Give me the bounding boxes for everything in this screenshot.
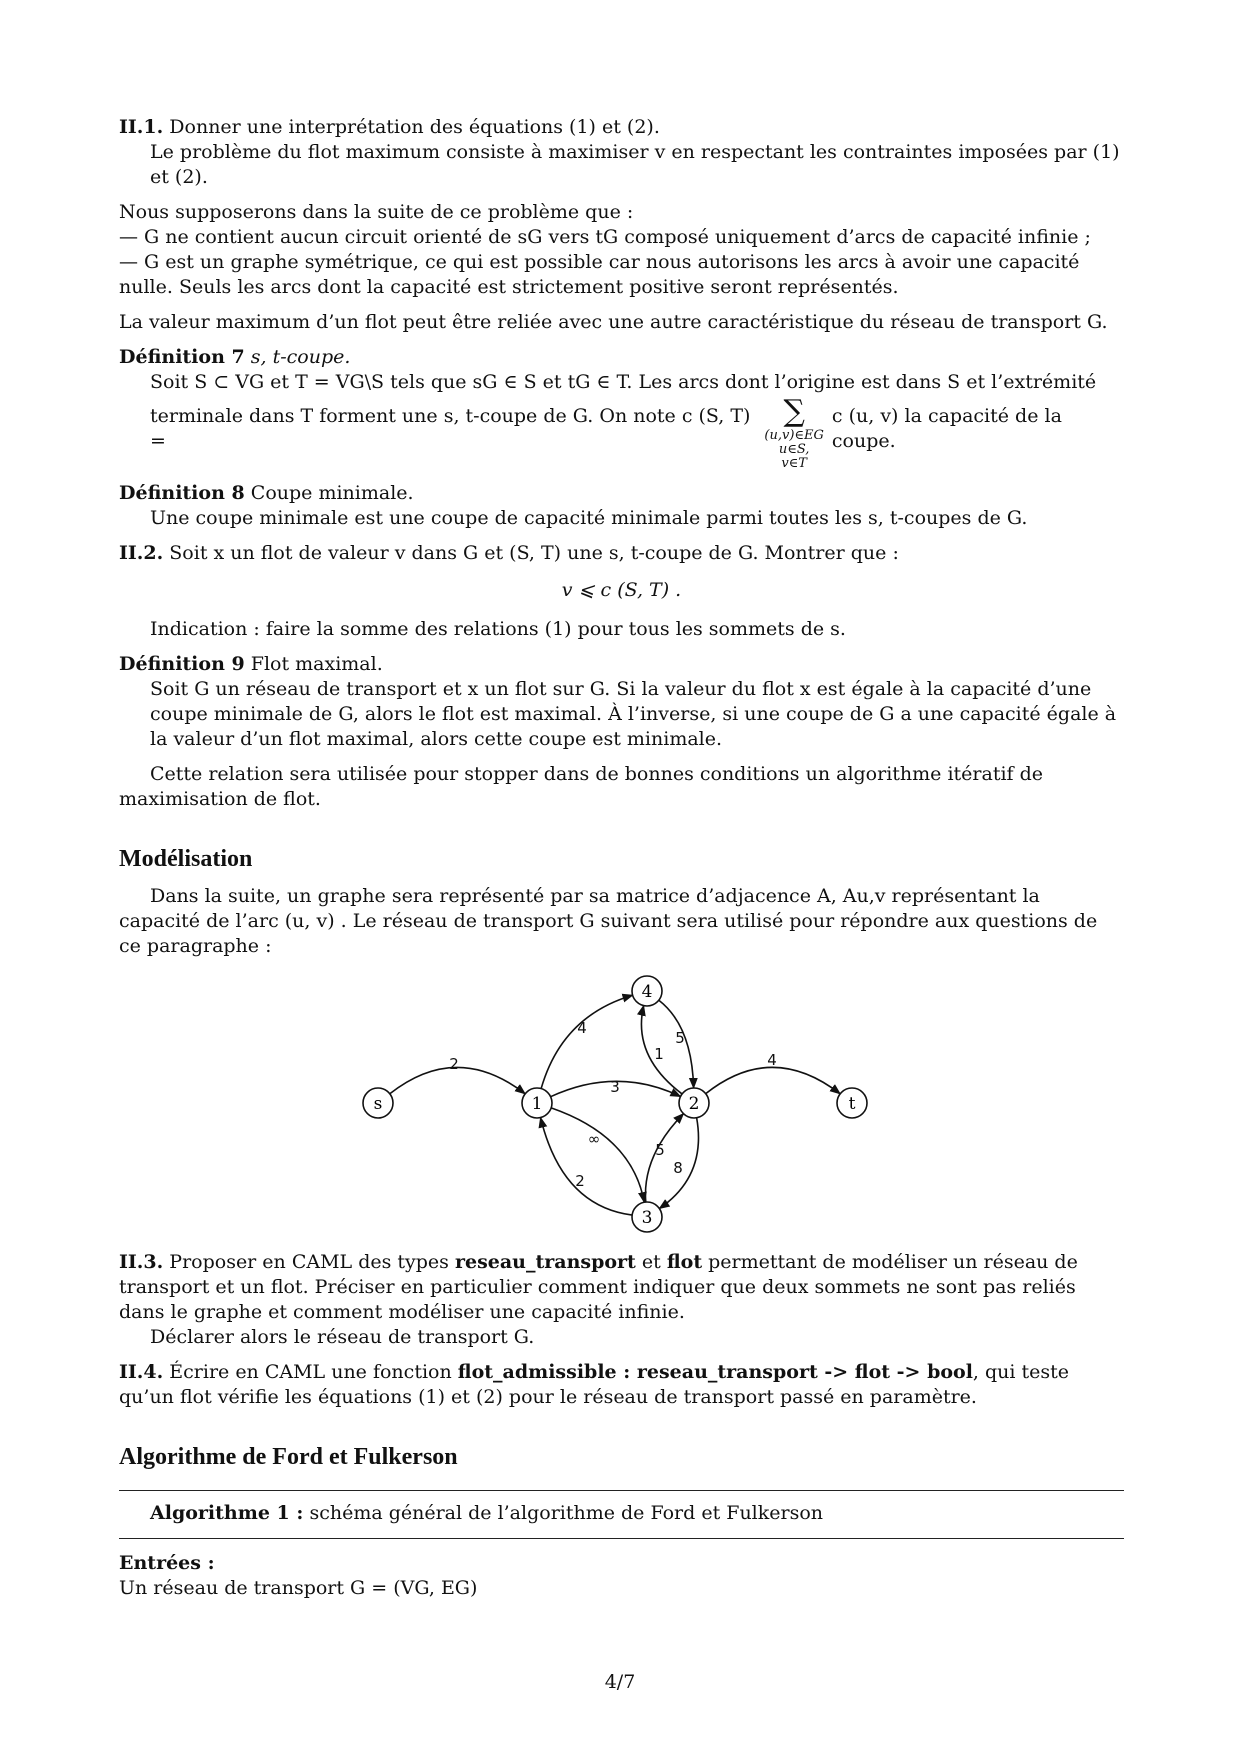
definition-8 xyxy=(119,481,1124,531)
edge-1-4 xyxy=(541,995,632,1088)
node-label-3: 3 xyxy=(641,1208,652,1228)
definition-title: Flot maximal. xyxy=(250,653,383,675)
question-text: Donner une interprétation des équations (1) et (2). xyxy=(169,116,660,138)
edge-1-3 xyxy=(551,1108,644,1202)
question-II4 xyxy=(119,1360,1124,1410)
question-text: Proposer en CAML des types xyxy=(169,1251,449,1273)
edge-capacity-2-4: 1 xyxy=(653,1045,664,1063)
sum-operator xyxy=(764,395,824,471)
node-label-2: 2 xyxy=(688,1094,699,1114)
definition-9 xyxy=(119,652,1124,752)
edge-capacity-3-2: 5 xyxy=(654,1141,665,1159)
edge-capacity-2-3: 8 xyxy=(672,1159,683,1177)
question-followup: Le problème du flot maximum consiste à maximiser v en respectant les contraintes imposées par (1) et (2). xyxy=(150,141,1120,188)
definition-text: Soit S ⊂ VG et T = VG\S tels que sG ∈ S et tG ∈ T. Les arcs dont l’origine est dans S et l’extrémité xyxy=(150,371,1097,393)
question-followup: Déclarer alors le réseau de transport G. xyxy=(150,1326,535,1348)
definition-text: Une coupe minimale est une coupe de capacité minimale parmi toutes les s, t-coupes de G. xyxy=(150,507,1028,529)
definition-label: Définition 9 xyxy=(119,653,245,675)
question-text: , qui teste qu’un flot vérifie les équations (1) et (2) pour le réseau de transport passé en paramètre. xyxy=(119,1361,1070,1408)
question-label: II.3. xyxy=(119,1251,164,1273)
sum-symbol: ∑ xyxy=(783,394,805,429)
definition-text: terminale dans T forment une s, t-coupe de G. On note c (S, T) = xyxy=(150,405,751,452)
edge-capacity-3-1: 2 xyxy=(574,1172,585,1190)
edge-capacity-s-1: 2 xyxy=(448,1055,459,1073)
edge-capacity-2-t: 4 xyxy=(766,1051,777,1069)
inequality-formula: v ⩽ c (S, T) . xyxy=(561,579,682,601)
page-number: 4/7 xyxy=(604,1671,636,1693)
inputs-text: Un réseau de transport G = (VG, EG) xyxy=(119,1577,478,1599)
question-II3 xyxy=(119,1250,1124,1350)
definition-7 xyxy=(119,345,1124,471)
question-text: permettant de modéliser un réseau de transport et un flot. Préciser en particulier comment indiquer que deux sommets ne sont pas reliés dans le graphe et comment modéliser une capacité infinie. xyxy=(119,1251,1078,1323)
caml-type-name: reseau_transport xyxy=(454,1251,636,1273)
edge-capacity-4-2: 5 xyxy=(674,1029,685,1047)
question-text: Écrire en CAML une fonction xyxy=(169,1361,452,1383)
paragraph-modelisation: Dans la suite, un graphe sera représenté par sa matrice d’adjacence A, Au,v représentant la capacité de l’arc (u, v) . Le réseau de transport G suivant sera utilisé pour répondre aux questions de ce paragraphe : xyxy=(119,885,1098,957)
definition-title: s, t-coupe. xyxy=(250,346,351,368)
algorithm-label: Algorithme 1 : xyxy=(150,1502,304,1524)
cut-capacity-formula xyxy=(119,395,1124,471)
assumptions xyxy=(119,200,1124,300)
edge-capacity-1-3: ∞ xyxy=(587,1130,600,1148)
page-content xyxy=(119,115,1124,1601)
definition-label: Définition 7 xyxy=(119,346,245,368)
definition-text: c (u, v) la capacité de la coupe. xyxy=(831,405,1062,452)
caml-type-name: flot xyxy=(666,1251,703,1273)
node-label-1: 1 xyxy=(531,1094,542,1114)
question-text: Soit x un flot de valeur v dans G et (S, T) une s, t-coupe de G. Montrer que : xyxy=(169,542,899,564)
assumption-item: — G ne contient aucun circuit orienté de sG vers tG composé uniquement d’arcs de capacité infinie ; xyxy=(119,226,1091,248)
assumptions-intro: Nous supposerons dans la suite de ce problème que : xyxy=(119,201,634,223)
transport-network-graph xyxy=(362,971,882,1236)
edge-2-t xyxy=(705,1067,839,1093)
question-label: II.2. xyxy=(119,542,164,564)
edge-capacity-1-4: 4 xyxy=(576,1019,587,1037)
definition-text: Soit G un réseau de transport et x un flot sur G. Si la valeur du flot x est égale à la capacité d’une coupe minimale de G, alors le flot est maximal. À l’inverse, si une coupe de G a une capacité égale à la valeur d’un flot maximal, alors cette coupe est minimale. xyxy=(150,678,1117,750)
algorithm-title: schéma général de l’algorithme de Ford et Fulkerson xyxy=(309,1502,824,1524)
question-II2 xyxy=(119,541,1124,642)
question-label: II.4. xyxy=(119,1361,164,1383)
question-II1 xyxy=(119,115,1124,190)
assumption-item: — G est un graphe symétrique, ce qui est possible car nous autorisons les arcs à avoir une capacité nulle. Seuls les arcs dont la capacité est strictement positive seront représentés. xyxy=(119,251,1080,298)
edge-capacity-1-2: 3 xyxy=(609,1078,620,1096)
definition-label: Définition 8 xyxy=(119,482,245,504)
node-label-4: 4 xyxy=(641,982,652,1002)
node-label-s: s xyxy=(373,1094,382,1114)
paragraph-relation: Cette relation sera utilisée pour stopper dans de bonnes conditions un algorithme itératif de maximisation de flot. xyxy=(119,763,1044,810)
sum-subscript: u∈S, v∈T xyxy=(778,442,810,471)
definition-title: Coupe minimale. xyxy=(250,482,414,504)
question-label: II.1. xyxy=(119,116,164,138)
node-label-t: t xyxy=(848,1094,855,1114)
paragraph-max-flow: La valeur maximum d’un flot peut être reliée avec une autre caractéristique du réseau de transport G. xyxy=(119,311,1108,333)
sum-subscript: (u,v)∈EG xyxy=(764,428,824,443)
section-heading-modelisation: Modélisation xyxy=(119,846,253,872)
edge-3-1 xyxy=(540,1118,632,1215)
section-heading-ford: Algorithme de Ford et Fulkerson xyxy=(119,1444,458,1470)
question-text: et xyxy=(641,1251,661,1273)
caml-signature: flot_admissible : reseau_transport -> flot -> bool xyxy=(457,1361,973,1383)
hint-text: Indication : faire la somme des relations (1) pour tous les sommets de s. xyxy=(150,618,846,640)
algorithm-box xyxy=(119,1490,1124,1539)
inputs-label: Entrées : xyxy=(119,1552,215,1574)
